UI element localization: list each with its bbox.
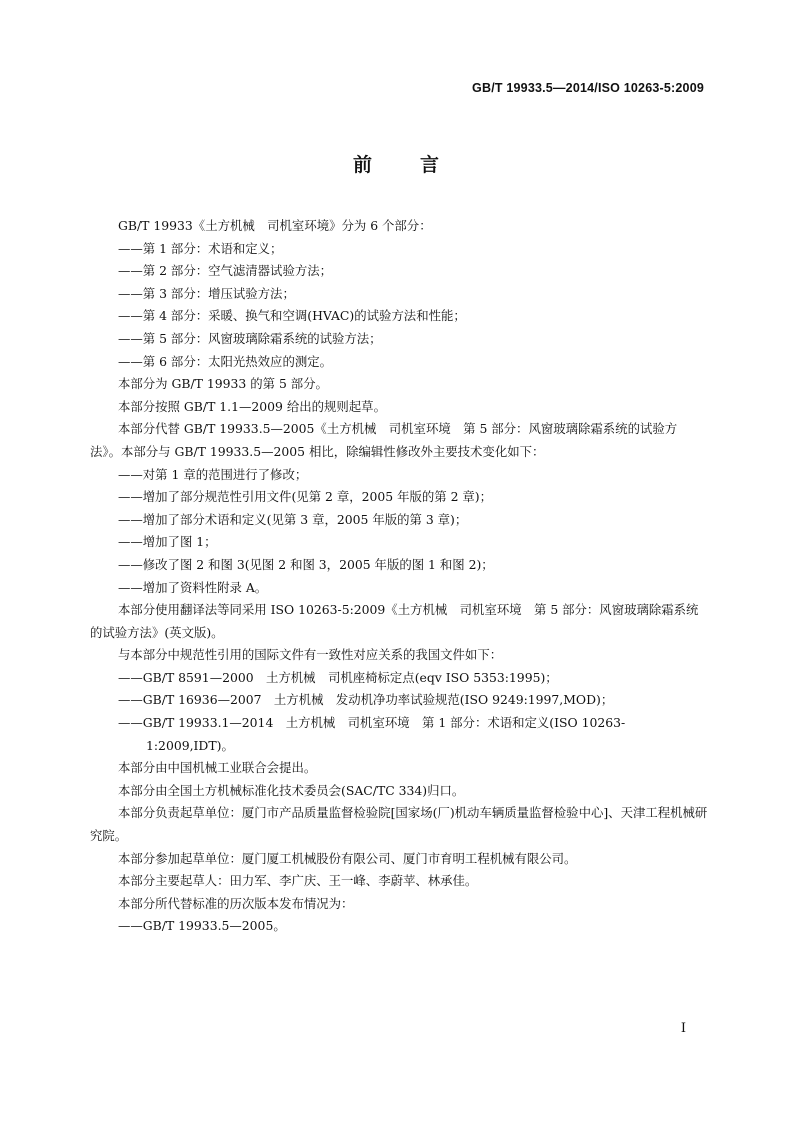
paragraph: ——第 6 部分：太阳光热效应的测定。 bbox=[118, 353, 333, 369]
paragraph: ——增加了资料性附录 A。 bbox=[118, 579, 268, 595]
paragraph: 与本部分中规范性引用的国际文件有一致性对应关系的我国文件如下： bbox=[118, 647, 503, 663]
paragraph: ——对第 1 章的范围进行了修改； bbox=[118, 466, 308, 482]
paragraph: 本部分为 GB/T 19933 的第 5 部分。 bbox=[118, 376, 328, 392]
paragraph: ——增加了部分术语和定义(见第 3 章，2005 年版的第 3 章)； bbox=[118, 511, 468, 527]
paragraph: 本部分使用翻译法等同采用 ISO 10263-5:2009《土方机械 司机室环境 第 5 部分：风窗玻璃除霜系统的试验方法》(英文版)。 bbox=[90, 602, 699, 640]
paragraph: 本部分按照 GB/T 1.1—2009 给出的规则起草。 bbox=[118, 398, 386, 414]
paragraph: ——增加了部分规范性引用文件(见第 2 章，2005 年版的第 2 章)； bbox=[118, 489, 493, 505]
paragraph: ——第 2 部分：空气滤清器试验方法； bbox=[118, 263, 333, 279]
page-number: I bbox=[680, 1021, 686, 1036]
paragraph: 本部分主要起草人：田力军、李广庆、王一峰、李蔚苹、林承佳。 bbox=[118, 873, 478, 889]
standard-code-header: GB/T 19933.5—2014/ISO 10263-5:2009 bbox=[472, 81, 704, 95]
paragraph: ——修改了图 2 和图 3(见图 2 和图 3，2005 年版的图 1 和图 2)； bbox=[118, 556, 494, 572]
paragraph: ——增加了图 1； bbox=[118, 534, 217, 550]
paragraph: ——GB/T 16936—2007 土方机械 发动机净功率试验规范(ISO 9249:1997,MOD)； bbox=[118, 692, 614, 708]
paragraph: 本部分所代替标准的历次版本发布情况为： bbox=[118, 895, 354, 911]
paragraph: 本部分由中国机械工业联合会提出。 bbox=[118, 760, 317, 776]
paragraph: ——第 5 部分：风窗玻璃除霜系统的试验方法； bbox=[118, 330, 382, 346]
page-title bbox=[0, 150, 794, 177]
title-char-2: 言 bbox=[420, 154, 442, 176]
paragraph: ——第 3 部分：增压试验方法； bbox=[118, 285, 295, 301]
paragraph: 本部分代替 GB/T 19933.5—2005《土方机械 司机室环境 第 5 部分：风窗玻璃除霜系统的试验方法》。本部分与 GB/T 19933.5—2005 相比，除编辑性修改外主要技术变化如下： bbox=[90, 421, 678, 459]
paragraph: 本部分参加起草单位：厦门厦工机械股份有限公司、厦门市育明工程机械有限公司。 bbox=[118, 850, 577, 866]
paragraph: GB/T 19933《土方机械 司机室环境》分为 6 个部分： bbox=[118, 218, 432, 233]
paragraph: ——GB/T 8591—2000 土方机械 司机座椅标定点(eqv ISO 5353:1995)； bbox=[118, 669, 558, 685]
paragraph: ——第 4 部分：采暖、换气和空调(HVAC)的试验方法和性能； bbox=[118, 308, 466, 324]
paragraph: 本部分由全国土方机械标准化技术委员会(SAC/TC 334)归口。 bbox=[118, 782, 465, 798]
foreword-body bbox=[90, 215, 708, 938]
paragraph: ——GB/T 19933.5—2005。 bbox=[118, 918, 286, 934]
paragraph: ——GB/T 19933.1—2014 土方机械 司机室环境 第 1 部分：术语和定义(ISO 10263-1:2009,IDT)。 bbox=[118, 715, 626, 753]
paragraph: ——第 1 部分：术语和定义； bbox=[118, 240, 283, 256]
paragraph: 本部分负责起草单位：厦门市产品质量监督检验院[国家场(厂)机动车辆质量监督检验中心]、天津工程机械研究院。 bbox=[90, 805, 708, 844]
title-char-1: 前 bbox=[352, 154, 374, 176]
